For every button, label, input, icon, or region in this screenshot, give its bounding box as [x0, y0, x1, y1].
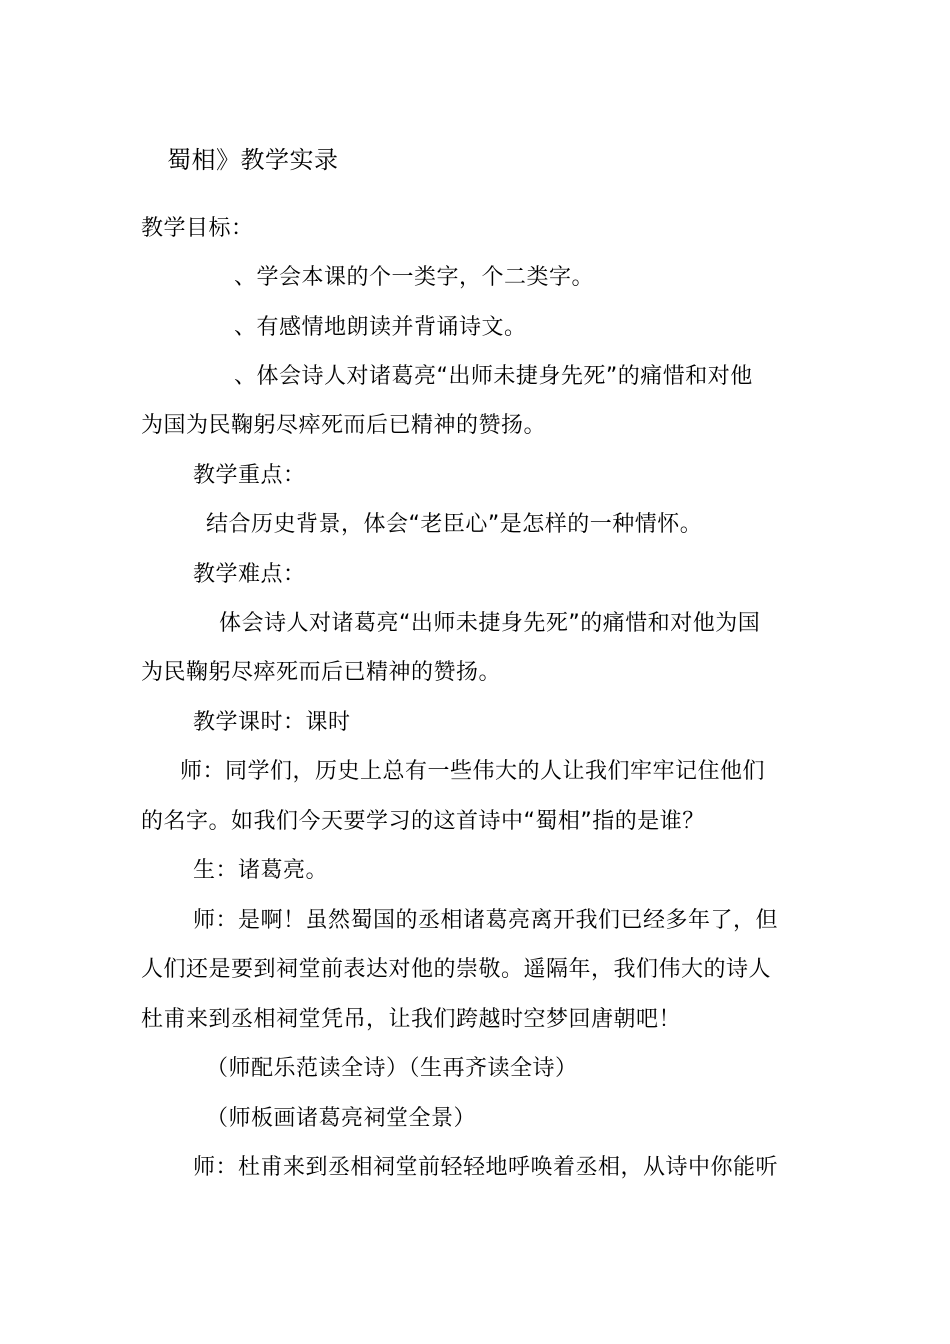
dialogue-teacher-2: 师：是啊！虽然蜀国的丞相诸葛亮离开我们已经多年了，但: [193, 908, 779, 933]
goal-item-1: 、学会本课的个一类字，个二类字。: [234, 265, 595, 290]
dialogue-teacher-3: 师：杜甫来到丞相祠堂前轻轻地呼唤着丞相，从诗中你能听: [193, 1155, 779, 1180]
dialogue-teacher-2-continued-1: 人们还是要到祠堂前表达对他的崇敬。遥隔年，我们伟大的诗人: [141, 957, 772, 982]
section-heading-key-points: 教学重点：: [193, 463, 306, 488]
key-points-text: 结合历史背景，体会“老臣心”是怎样的一种情怀。: [206, 512, 703, 537]
goal-item-3: 、体会诗人对诸葛亮“出师未捷身先死”的痛惜和对他: [234, 364, 753, 389]
goal-item-2: 、有感情地朗读并背诵诗文。: [234, 315, 527, 340]
difficulties-text: 体会诗人对诸葛亮“出师未捷身先死”的痛惜和对他为国: [219, 611, 761, 636]
section-heading-goals: 教学目标：: [141, 216, 254, 241]
dialogue-teacher-1-continued: 的名字。如我们今天要学习的这首诗中“蜀相”指的是谁？: [141, 809, 705, 834]
class-hours: 教学课时：课时: [193, 710, 351, 735]
dialogue-teacher-2-continued-2: 杜甫来到丞相祠堂凭吊，让我们跨越时空梦回唐朝吧！: [141, 1007, 682, 1032]
document-title: 蜀相》教学实录: [167, 146, 339, 174]
goal-item-3-continued: 为国为民鞠躬尽瘁死而后已精神的赞扬。: [141, 413, 547, 438]
stage-direction-reading: （师配乐范读全诗）（生再齐读全诗）: [206, 1056, 578, 1081]
dialogue-student-1: 生：诸葛亮。: [193, 858, 329, 883]
difficulties-text-continued: 为民鞠躬尽瘁死而后已精神的赞扬。: [141, 660, 502, 685]
section-heading-difficulties: 教学难点：: [193, 562, 306, 587]
stage-direction-drawing: （师板画诸葛亮祠堂全景）: [206, 1106, 477, 1131]
dialogue-teacher-1: 师：同学们，历史上总有一些伟大的人让我们牢牢记住他们: [180, 759, 766, 784]
